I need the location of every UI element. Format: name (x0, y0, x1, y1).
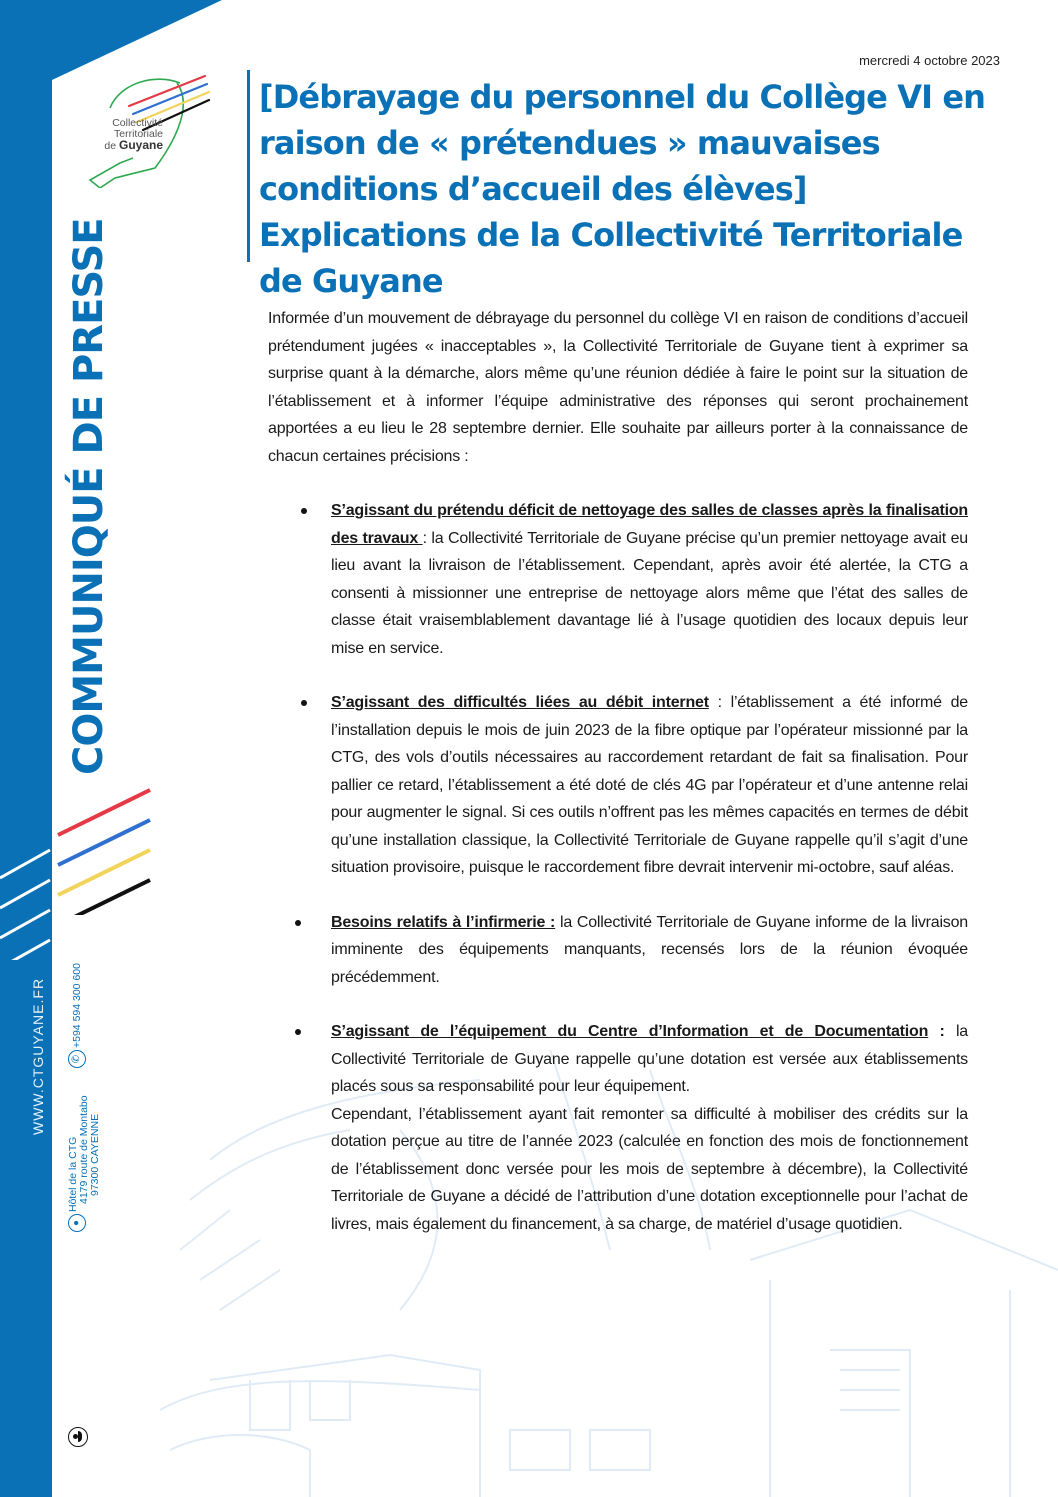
phone-number: +594 594 300 600 (70, 963, 83, 1048)
list-item-cleaning (268, 497, 968, 662)
title-accent-rule (247, 70, 250, 262)
bullet-icon (295, 920, 301, 926)
address-line-3: 97300 CAYENNE (89, 1113, 101, 1196)
bullet-lead: S’agissant des difficultés liées au débit internet (331, 694, 709, 711)
location-pin-icon: ● (68, 1214, 86, 1232)
bullet-text: la Collectivité Territoriale de Guyane rappelle qu’une dotation est versée aux établissements placés sous sa responsabilité pour leur équipement. (331, 1023, 968, 1095)
list-item-cdi (268, 1018, 968, 1238)
bullet-text: la Collectivité Territoriale de Guyane informe de la livraison imminente des équipements manquants, recensés lors de la réunion évoquée précédemment. (331, 913, 968, 986)
bullet-sep: : (708, 694, 722, 711)
logo-text (93, 118, 163, 152)
intro-paragraph: Informée d’un mouvement de débrayage du personnel du collège VI en raison de conditions d’accueil prétendument jugées « inacceptables », la Collectivité Territoriale de Guyane tient à exprimer sa surprise quant à la démarche, alors même qu’une réunion dédiée à faire le point sur la situation de l’établissement et à informer l’équipe administrative des réponses qui seront prochainement apportées a eu lieu le 28 septembre dernier. Elle souhaite par ailleurs porter à la connaissance de chacun certaines précisions : (268, 310, 968, 465)
bullet-icon (301, 700, 307, 706)
press-release-label: COMMUNIQUÉ DE PRESSE (66, 218, 112, 775)
publication-date: mercredi 4 octobre 2023 (859, 53, 1000, 68)
bullet-text: la Collectivité Territoriale de Guyane précise qu’un premier nettoyage avait eu lieu avant la livraison de l’établissement. Cependant, après avoir été alertée, la CTG a consenti à missionner une entreprise de nettoyage alors même que l’état des salles de classe était vraisemblablement davantage lié à l’usage quotidien des locaux depuis leur mise en service. (331, 529, 968, 657)
bullet-lead: S’agissant de l’équipement du Centre d’Information et de Documentation (331, 1023, 929, 1040)
logo-guyane: Guyane (118, 138, 163, 152)
bullet-icon (295, 1029, 301, 1035)
address-contact (68, 1095, 101, 1232)
phone-contact[interactable] (68, 963, 86, 1068)
list-item-infirmary (268, 909, 968, 992)
logo-line-1: Collectivité (112, 117, 163, 129)
side-brand-band (0, 0, 52, 1497)
accessibility-audio-icon[interactable] (68, 1427, 88, 1447)
address-line-2: 4179 route de Montabo (78, 1095, 90, 1204)
bullet-text: l’établissement a été informé de l’installation depuis le mois de juin 2023 de la fibre optique par l’opérateur missionné par la CTG, des vols d’outils nécessaires au raccordement retardant de fait sa finalisation. Pour pallier ce retard, l’établissement a été doté de clés 4G par l’opérateur et d’une antenne relai pour augmenter le signal. Si ces outils n’offrent pas les mêmes capacités en termes de débit qu’une installation classique, la Collectivité Territoriale de Guyane rappelle qu’il s’agit d’une situation provisoire, puisque le raccordement fibre devrait intervenir mi-octobre, sauf aléas. (331, 694, 968, 876)
bullet-icon (301, 508, 307, 514)
logo-de: de (104, 140, 117, 152)
logo-line-3 (93, 140, 163, 152)
precisions-list (268, 497, 968, 1238)
list-item-internet (268, 689, 968, 882)
website-link[interactable]: WWW.CTGUYANE.FR (30, 977, 46, 1135)
bullet-sep: : (928, 1023, 945, 1040)
page-title: [Débrayage du personnel du Collège VI en raison de « prétendues » mauvaises conditions d’accueil des élèves] Explications de la Collectivité Territoriale de Guyane (259, 78, 986, 300)
phone-icon: ✆ (68, 1050, 86, 1068)
white-stripes-decoration (0, 840, 52, 960)
press-release-body (268, 305, 968, 1238)
bullet-continuation: Cependant, l’établissement ayant fait remonter sa difficulté à mobiliser des crédits sur la dotation perçue au titre de l’année 2023 (calculée en fonction des mois de fonctionnement de l’établissement donc versée pour les mois de septembre à décembre), la Collectivité Territoriale de Guyane a décidé de l’attribution d’une dotation exceptionnelle pour l’achat de livres, mais également du financement, à sa charge, de matériel d’usage quotidien. (331, 1105, 968, 1233)
bullet-lead: Besoins relatifs à l’infirmerie : (331, 913, 556, 931)
logo-line-2: Territoriale (113, 128, 163, 140)
bullet-sep: : (422, 529, 427, 547)
bullet-lead: S’agissant du prétendu déficit de nettoyage des salles de classes après la finalisation des travaux (331, 502, 968, 547)
address-line-1: Hôtel de la CTG (67, 1136, 79, 1212)
color-stripes-decoration (56, 785, 152, 915)
